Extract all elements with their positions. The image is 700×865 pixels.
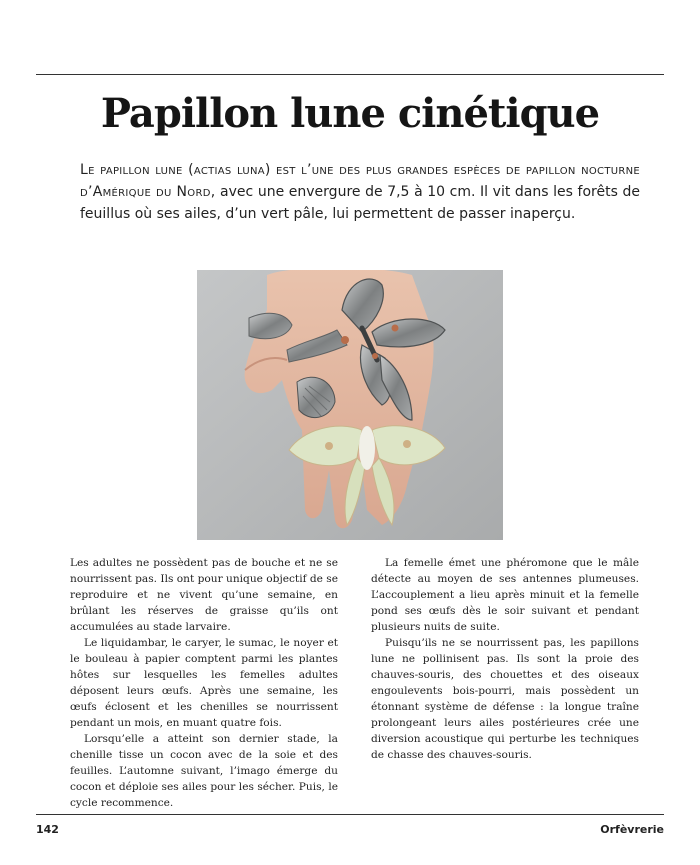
body-column-right <box>371 555 639 763</box>
article-intro <box>80 159 640 225</box>
top-rule <box>36 74 664 75</box>
moth-jewelry-photo <box>197 270 503 540</box>
page-number: 142 <box>36 823 59 836</box>
hand-with-moth-rings-illustration <box>197 270 503 540</box>
body-paragraph: Puisqu’ils ne se nourrissent pas, les papillons lune ne pollinisent pas. Ils sont la proie des chauves-souris, des chouettes et des oiseaux engoulevents bois-pourri, mais possèdent un étonnant système de défense : la longue traîne prolongeant leurs ailes postérieures crée une diversion acoustique qui perturbe les techniques de chasse des chauves-souris. <box>371 637 639 761</box>
intro-rest: avec une envergure de 7,5 à 10 cm. Il vit dans les forêts de feuillus où ses ailes, d’un vert pâle, lui permettent de passer inaperçu. <box>80 184 640 222</box>
bottom-rule <box>36 814 664 815</box>
article-title: Papillon lune cinétique <box>100 90 600 137</box>
intro-lead: Le papillon lune (actias luna) est l’une des plus grandes espèces de papillon nocturne d’Amérique du Nord, <box>80 162 640 200</box>
body-paragraph: La femelle émet une phéromone que le mâle détecte au moyen de ses antennes plumeuses. L’accouplement a lieu après minuit et la femelle pond ses œufs dès le soir suivant et pendant plusieurs nuits de suite. <box>371 557 639 633</box>
body-paragraph: Les adultes ne possèdent pas de bouche et ne se nourrissent pas. Ils ont pour unique objectif de se reproduire et ne vivent qu’une semaine, en brûlant les réserves de graisse qu’ils ont accumulées au stade larvaire. <box>70 557 338 633</box>
body-paragraph: Le liquidambar, le caryer, le sumac, le noyer et le bouleau à papier comptent parmi les plantes hôtes sur lesquelles les femelles adultes déposent leurs œufs. Après une semaine, les œufs éclosent et les chenilles se nourrissent pendant un mois, en muant quatre fois. <box>70 637 338 729</box>
body-column-left <box>70 555 338 811</box>
body-paragraph: Lorsqu’elle a atteint son dernier stade, la chenille tisse un cocon avec de la soie et des feuilles. L’automne suivant, l’imago émerge du cocon et déploie ses ailes pour les sécher. Puis, le cycle recommence. <box>70 733 338 809</box>
section-name: Orfèvrerie <box>600 823 664 836</box>
